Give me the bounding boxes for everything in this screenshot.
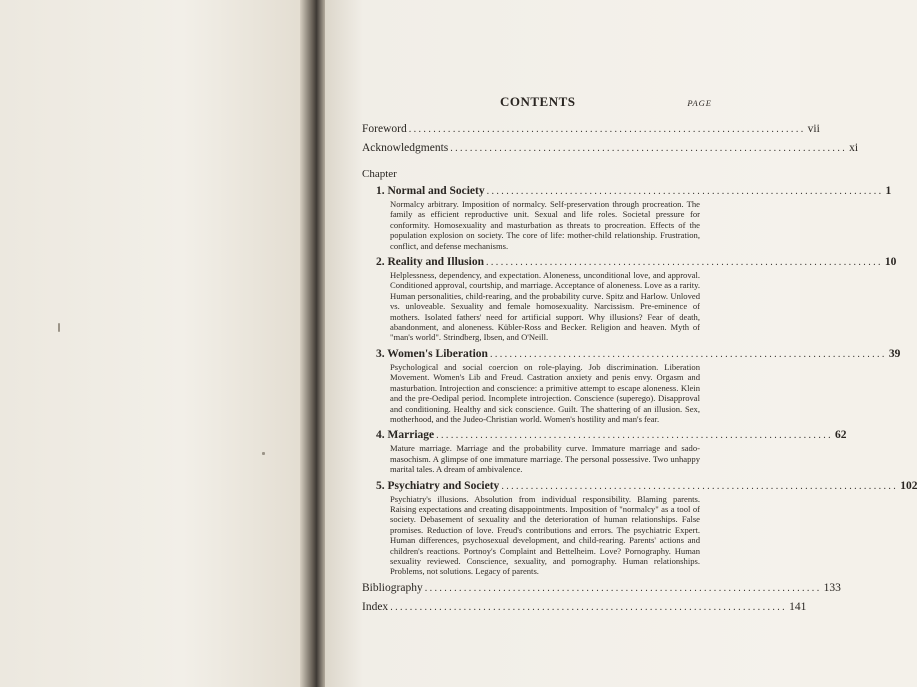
entry-label: Foreword	[362, 123, 407, 135]
entry-page-number: xi	[849, 142, 859, 154]
chapter-entry	[376, 255, 897, 270]
left-page	[0, 0, 305, 687]
table-of-contents	[362, 94, 917, 615]
chapter-summary: Normalcy arbitrary. Imposition of normalcy. Self-preservation through procreation. The family as efficient reproductive unit. Sexual and life roles. Societal pressure for conformity. Homosexuality and masturbation as threats to procreation. Effects of the population explosion on society. The core of life: mother-child relationship. Frustration, conflict, and defense mechanisms.	[390, 199, 700, 251]
dot-leader: .................................................................................	[486, 257, 883, 269]
chapter-summary: Helplessness, dependency, and expectation. Aloneness, unconditional love, and approval. Conditioned approval, courtship, and marriage. Acceptance of aloneness. Love as a rarity. Human personalities, child-rearing, and the probability curve. Spitz and Harlow. Unloved vs. unloveable. Sexuality and female homosexuality. Narcissism. Pre-eminence of mothers. Isolated fathers' need for artificial support. Why illusions? Fear of death, abandonment, and aloneness. Kübler-Ross and Becker. Religion and heaven. Myth of "man's world". Strindberg, Ibsen, and O'Neill.	[390, 270, 700, 343]
chapter-page-number: 10	[884, 256, 897, 269]
chapter-heading: Chapter	[362, 168, 397, 180]
chapter-3	[362, 347, 901, 424]
front-matter-entry-acknowledgments	[362, 141, 859, 156]
chapter-page-number: 39	[888, 347, 901, 360]
title-row	[362, 94, 712, 118]
chapter-entry	[376, 479, 917, 494]
contents-title: CONTENTS	[500, 94, 576, 109]
chapter-2	[362, 255, 897, 343]
chapter-summary: Psychiatry's illusions. Absolution from individual responsibility. Blaming parents. Raising expectations and creating disappointments. Imposition of "normalcy" as a tool of society. Debasement of sexuality and the deterioration of human relationships. False promises. Reduction of love. Freud's contributions and errors. The psychiatric Expert. Human differences, psychosexual development, and child-rearing. Parents' actions and children's reactions. Portnoy's Complaint and Bettelheim. Love? Pornography. Human sexuality reviewed. Conscience, sexuality, and pornography. Human relationships. Problems, not solutions. Legacy of parents.	[390, 493, 700, 577]
entry-label: Bibliography	[362, 581, 423, 594]
entry-page-number: 141	[789, 600, 807, 613]
dot-leader: .................................................................................	[486, 186, 884, 197]
back-matter-entry-index	[362, 600, 807, 615]
entry-label: Index	[362, 600, 389, 613]
dot-leader: .................................................................................	[450, 143, 848, 154]
entry-page-number: vii	[807, 123, 820, 135]
back-matter-entry-bibliography	[362, 581, 841, 596]
paper-fleck	[58, 323, 60, 332]
chapter-summary: Mature marriage. Marriage and the probability curve. Immature marriage and sado-masochism. A glimpse of one immature marriage. The personal possessive. Two unhappy marital tales. A dream of ambivalence.	[390, 443, 700, 475]
chapter-entry	[376, 428, 847, 443]
chapter-entry	[376, 184, 892, 199]
dot-leader: .................................................................................	[489, 348, 887, 360]
dot-leader: .................................................................................	[390, 601, 788, 613]
chapter-summary: Psychological and social coercion on role-playing. Job discrimination. Liberation Movement. Women's Lib and Freud. Castration anxiety and penis envy. Orgasm and masturbation. Introjection and conscience: a primitive attempt to escape aloneness. Klein and the pre-Oedipal period. Incomplete introjection. Conscience (superego). Disapproval and conditioning. Healthy and sick conscience. Guilt. The shattering of an illusion. Sex, motherhood, and the Judeo-Christian world. Women's hostility and man's fear.	[390, 361, 700, 424]
chapter-entry	[376, 347, 901, 362]
front-matter-entry-foreword	[362, 122, 820, 137]
dot-leader: .................................................................................	[501, 480, 899, 492]
chapter-title: 3. Women's Liberation	[376, 347, 488, 360]
chapter-5	[362, 479, 917, 577]
chapter-page-number: 1	[885, 185, 892, 197]
chapter-title: 4. Marriage	[376, 429, 435, 442]
dot-leader: .................................................................................	[436, 430, 834, 442]
dot-leader: .................................................................................	[408, 124, 806, 135]
entry-page-number: 133	[823, 581, 841, 594]
chapter-title: 5. Psychiatry and Society	[376, 479, 500, 492]
chapter-1	[362, 184, 892, 251]
page-column-heading: PAGE	[687, 98, 712, 108]
chapter-4	[362, 428, 847, 475]
chapter-page-number: 62	[835, 429, 847, 442]
paper-fleck	[262, 452, 265, 455]
chapter-title: 2. Reality and Illusion	[376, 256, 484, 269]
chapter-title: 1. Normal and Society	[376, 185, 485, 197]
chapter-page-number: 102	[900, 479, 917, 492]
entry-label: Acknowledgments	[362, 142, 449, 154]
dot-leader: .................................................................................	[424, 582, 822, 594]
